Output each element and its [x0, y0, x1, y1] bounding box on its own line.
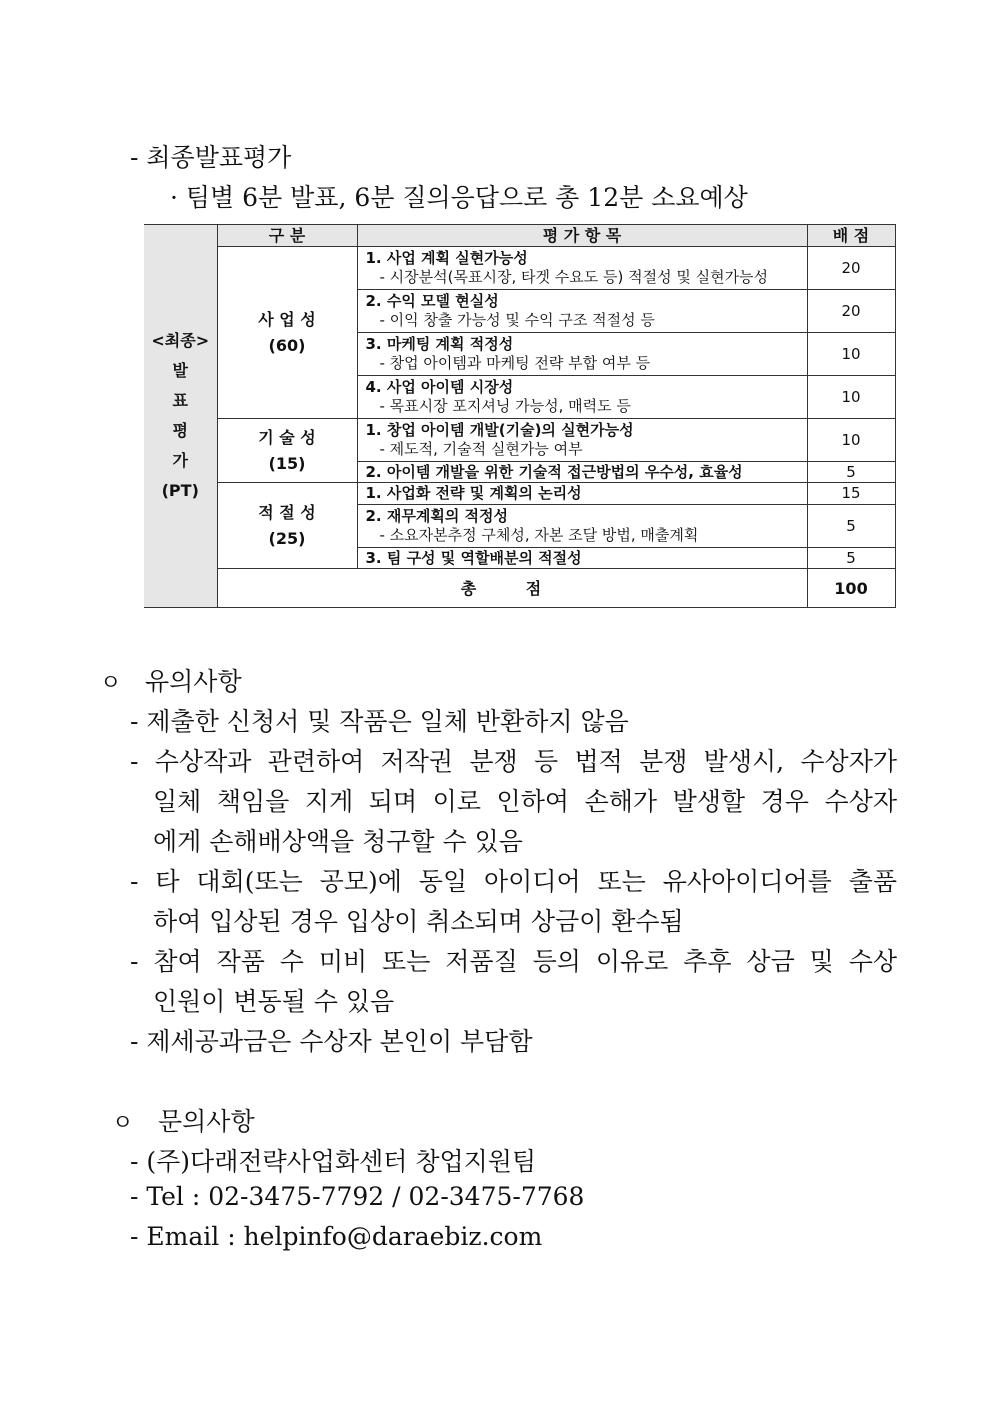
category-technology: [217, 419, 357, 483]
item-sub: - 시장분석(목표시장, 타겟 수요도 등) 적절성 및 실현가능성: [379, 268, 769, 286]
note-line: 인원이 변동될 수 있음: [153, 987, 395, 1016]
final-eval-detail: · 팀별 6분 발표, 6분 질의응답으로 총 12분 소요예상: [170, 183, 748, 212]
header-item: 평 가 항 목: [357, 225, 807, 247]
item-sub: - 소요자본추정 구체성, 자본 조달 방법, 매출계획: [379, 526, 699, 544]
contact-email: - Email : helpinfo@daraebiz.com: [130, 1222, 543, 1251]
item-title: 3. 팀 구성 및 역할배분의 적절성: [365, 548, 582, 567]
item-score: 20: [807, 247, 895, 290]
total-label: 총 점: [217, 569, 807, 608]
table-row: [357, 483, 807, 505]
contact-tel: - Tel : 02-3475-7792 / 02-3475-7768: [130, 1182, 585, 1211]
item-sub: - 이익 창출 가능성 및 수익 구조 적절성 등: [379, 311, 655, 329]
side-label-line: 발: [172, 361, 188, 380]
note-line: - 수상작과 관련하여 저작권 분쟁 등 법적 분쟁 발생시, 수상자가: [130, 747, 897, 776]
note-line: 하여 입상된 경우 입상이 취소되며 상금이 환수됨: [153, 907, 684, 936]
table-side-label: [144, 225, 217, 608]
table-row: [357, 290, 807, 333]
note-line: - 제세공과금은 수상자 본인이 부담함: [130, 1027, 533, 1056]
item-score: 5: [807, 505, 895, 548]
item-score: 10: [807, 419, 895, 462]
category-name: 적 절 성: [258, 502, 316, 522]
category-suitability: [217, 483, 357, 569]
total-score: 100: [807, 569, 895, 608]
note-line: 에게 손해배상액을 청구할 수 있음: [153, 827, 523, 856]
category-points: (60): [268, 335, 306, 355]
category-points: (25): [268, 528, 306, 548]
side-label-line: 표: [172, 391, 188, 410]
item-sub: - 목표시장 포지셔닝 가능성, 매력도 등: [379, 397, 631, 415]
evaluation-table: [144, 224, 896, 608]
note-line: 일체 책임을 지게 되며 이로 인하여 손해가 발생할 경우 수상자: [153, 787, 897, 816]
table-row: [357, 247, 807, 290]
note-line: - 참여 작품 수 미비 또는 저품질 등의 이유로 추후 상금 및 수상: [130, 947, 897, 976]
table-row: [357, 333, 807, 376]
side-label-line: (PT): [161, 481, 199, 500]
item-score: 15: [807, 483, 895, 505]
item-title: 2. 재무계획의 적정성: [365, 507, 509, 525]
item-title: 2. 수익 모델 현실성: [365, 292, 499, 310]
table-row: [357, 505, 807, 548]
item-title: 2. 아이템 개발을 위한 기술적 접근방법의 우수성, 효율성: [365, 462, 743, 481]
item-title: 1. 사업 계획 실현가능성: [365, 249, 528, 267]
note-line: - 제출한 신청서 및 작품은 일체 반환하지 않음: [130, 707, 629, 736]
table-row: [357, 419, 807, 462]
category-business: [217, 247, 357, 419]
header-score: 배 점: [807, 225, 895, 247]
side-label-line: 가: [172, 451, 188, 470]
side-label-line: <최종>: [151, 331, 210, 350]
item-score: 10: [807, 333, 895, 376]
item-score: 5: [807, 462, 895, 483]
item-title: 1. 창업 아이템 개발(기술)의 실현가능성: [365, 421, 634, 439]
final-eval-heading: - 최종발표평가: [130, 143, 292, 172]
notes-bullet: ㅇ: [100, 671, 122, 696]
item-title: 3. 마케팅 계획 적정성: [365, 335, 514, 353]
category-name: 기 술 성: [258, 427, 316, 447]
notes-heading: 유의사항: [145, 667, 242, 696]
category-points: (15): [268, 453, 306, 473]
contact-bullet: ㅇ: [112, 1111, 134, 1136]
category-name: 사 업 성: [258, 309, 316, 329]
note-line: - 타 대회(또는 공모)에 동일 아이디어 또는 유사아이디어를 출품: [130, 867, 897, 896]
contact-org: - (주)다래전략사업화센터 창업지원팀: [130, 1147, 537, 1176]
item-sub: - 창업 아이템과 마케팅 전략 부합 여부 등: [379, 354, 651, 372]
table-row: [357, 376, 807, 419]
header-category: 구 분: [217, 225, 357, 247]
table-row: [357, 548, 807, 569]
table-row: [357, 462, 807, 483]
contact-heading: 문의사항: [158, 1107, 255, 1136]
item-sub: - 제도적, 기술적 실현가능 여부: [379, 440, 583, 458]
side-label-line: 평: [172, 421, 188, 440]
item-title: 1. 사업화 전략 및 계획의 논리성: [365, 484, 582, 502]
item-score: 5: [807, 548, 895, 569]
item-score: 10: [807, 376, 895, 419]
item-title: 4. 사업 아이템 시장성: [365, 378, 514, 396]
item-score: 20: [807, 290, 895, 333]
